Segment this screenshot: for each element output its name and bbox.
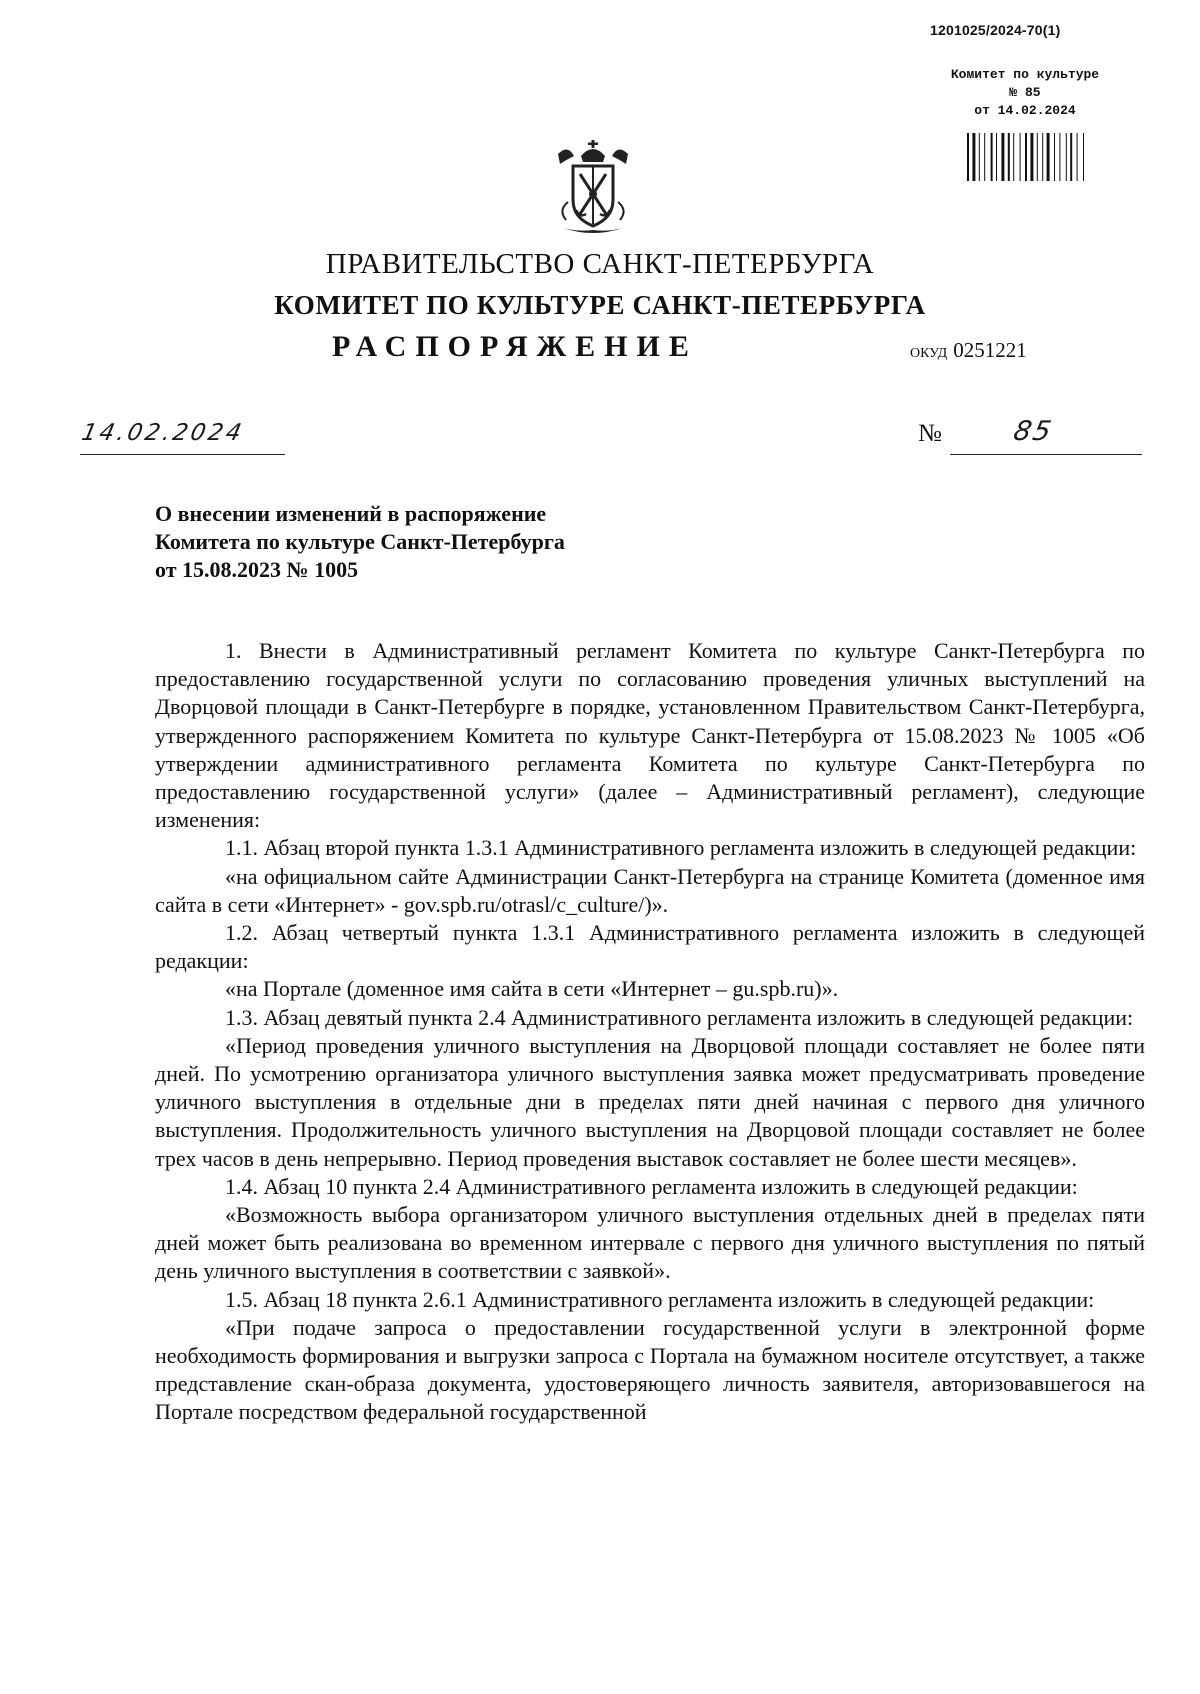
barcode-bar <box>972 133 975 181</box>
body-paragraph: 1.1. Абзац второй пункта 1.3.1 Административного регламента изложить в следующей редакции: <box>225 835 1137 861</box>
document-date-field <box>80 418 285 455</box>
body-paragraph: 1.5. Абзац 18 пункта 2.6.1 Административного регламента изложить в следующей редакции: <box>225 1286 1095 1312</box>
body-paragraph: «на официальном сайте Администрации Санкт-Петербурга на странице Комитета (доменное имя сайта в сети «Интернет» - gov.spb.ru/otrasl/c_culture/)». <box>155 863 1145 917</box>
barcode-bar <box>1025 133 1027 181</box>
barcode-bar <box>1001 133 1004 181</box>
committee-title: КОМИТЕТ ПО КУЛЬТУРЕ САНКТ-ПЕТЕРБУРГА <box>274 290 926 320</box>
okud-code <box>910 338 1027 363</box>
barcode-bar <box>1059 133 1060 181</box>
registration-stamp <box>930 66 1120 120</box>
number-label: № <box>918 420 942 447</box>
stamp-committee: Комитет по культуре <box>950 67 1100 82</box>
document-type: РАСПОРЯЖЕНИЕ <box>332 330 698 363</box>
barcode-bar <box>1013 133 1014 181</box>
barcode-bar <box>996 133 997 181</box>
body-paragraph: «При подаче запроса о предоставлении государственной услуги в электронной форме необходимость формирования и выгрузки запроса с Портала на бумажном носителе отсутствует, а также представление скан-образа документа, удостоверяющего личность заявителя, авторизовавшегося на Портале посредством федеральной государственной <box>155 1314 1145 1425</box>
okud-value: 0251221 <box>953 338 1027 362</box>
stamp-date: от 14.02.2024 <box>974 103 1076 118</box>
subject-line: от 15.08.2023 № 1005 <box>155 557 359 582</box>
subject-line: Комитета по культуре Санкт-Петербурга <box>155 529 565 554</box>
body-paragraph: 1.3. Абзац девятый пункта 2.4 Административного регламента изложить в следующей редакции: <box>225 1004 1134 1030</box>
stamp-number: № 85 <box>1009 85 1041 100</box>
barcode-bar <box>979 133 980 181</box>
barcode-bar <box>984 133 985 181</box>
body-paragraph: «Период проведения уличного выступления на Дворцовой площади составляет не более пяти дней. По усмотрению организатора уличного выступления заявка может предусматривать проведение уличного выступления в отдельные дни в пределах пяти дней начиная с первого дня уличного выступления. Продолжительность уличного выступления на Дворцовой площади составляет не более трех часов в день непрерывно. Период проведения выставок составляет не более шести месяцев». <box>155 1032 1145 1171</box>
barcode-bar <box>967 133 969 181</box>
barcode-bar <box>1070 133 1072 181</box>
document-number-field <box>950 418 1142 455</box>
barcode-bar <box>1042 133 1043 181</box>
body-paragraph: «Возможность выбора организатором уличного выступления отдельных дней в пределах пяти дней может быть реализована во временном интервале с первого дня уличного выступления по пятый день уличного выступления в соответствии с заявкой». <box>155 1202 1145 1284</box>
subject-line: О внесении изменений в распоряжение <box>155 501 547 526</box>
barcode-bar <box>1066 133 1067 181</box>
barcode-bar <box>1008 133 1010 181</box>
okud-label: ОКУД <box>910 346 948 361</box>
barcode-bar <box>1047 133 1050 181</box>
barcode-bar <box>1077 133 1078 181</box>
registration-number: 1201025/2024-70(1) <box>930 22 1061 38</box>
coat-of-arms-icon <box>548 140 638 238</box>
government-title: ПРАВИТЕЛЬСТВО САНКТ-ПЕТЕРБУРГА <box>325 248 875 280</box>
document-date-handwritten: 14.02.2024 <box>79 420 247 446</box>
barcode-bar <box>1020 133 1021 181</box>
body-paragraph: 1. Внести в Административный регламент Комитета по культуре Санкт-Петербурга по предоставлению государственной услуги по согласованию проведения уличных выступлений на Дворцовой площади в Санкт-Петербурге в порядке, установленном Правительством Санкт-Петербурга, утвержденного распоряжением Комитета по культуре Санкт-Петербурга от 15.08.2023 № 1005 «Об утверждении административного регламента Комитета по культуре Санкт-Петербурга по предоставлению государственной услуги» (далее – Административный регламент), следующие изменения: <box>155 638 1145 833</box>
body-paragraph: 1.4. Абзац 10 пункта 2.4 Административного регламента изложить в следующей редакции: <box>225 1173 1078 1199</box>
barcode-bar <box>1054 133 1055 181</box>
barcode-icon <box>965 133 1125 181</box>
body-paragraph: 1.2. Абзац четвертый пункта 1.3.1 Административного регламента изложить в следующей редакции: <box>155 920 1145 974</box>
body-paragraph: «на Портале (доменное имя сайта в сети «Интернет – gu.spb.ru)». <box>225 976 839 1002</box>
document-subject <box>155 500 755 584</box>
barcode-bar <box>1030 133 1033 181</box>
document-number-handwritten: 85 <box>1010 416 1056 447</box>
document-body <box>155 637 1145 1427</box>
barcode-bar <box>991 133 993 181</box>
barcode-bar <box>1037 133 1038 181</box>
barcode-bar <box>1083 133 1084 181</box>
